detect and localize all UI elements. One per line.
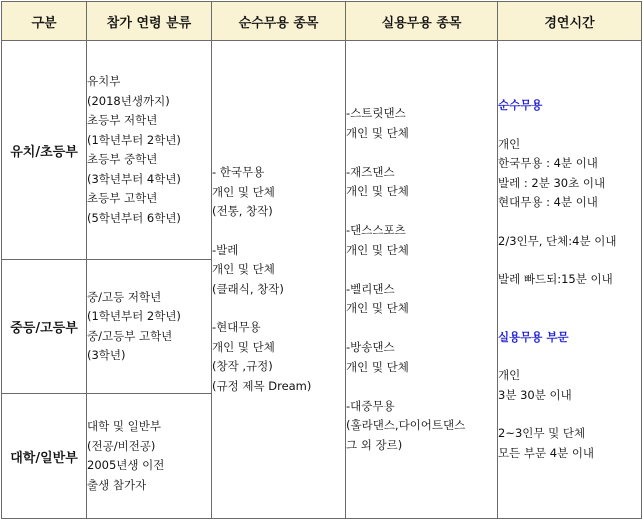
applied-street — [346, 104, 497, 143]
time-line: 모든 부문 4분 이내 — [498, 445, 595, 460]
applied-type: 개인 및 단체 — [346, 242, 409, 257]
pure-korean-title: - 한국무용 — [212, 165, 265, 179]
age-line: 유치부 — [87, 74, 121, 88]
applied-type: 개인 및 단체 — [346, 359, 409, 374]
time-line: 3분 30분 이내 — [498, 387, 572, 402]
applied-type: 개인 및 단체 — [346, 184, 409, 198]
category-elementary: 유치/초등부 — [2, 41, 87, 260]
applied-title: -댄스스포츠 — [346, 223, 406, 237]
age-line: (2018년생까지) — [87, 93, 170, 108]
age-line: (1학년부터 2학년) — [87, 132, 181, 147]
applied-dancesport — [346, 221, 497, 260]
applied-jazz — [346, 163, 497, 202]
time-line: 2~3인무 및 단체 — [498, 426, 586, 440]
header-applied-dance: 실용무용 종목 — [346, 2, 498, 41]
time-line: 현대무용 : 4분 이내 — [498, 195, 598, 209]
applied-title: -방송댄스 — [346, 340, 395, 354]
header-performance-time: 경연시간 — [498, 2, 642, 41]
time-line: 2/3인무, 단체:4분 이내 — [498, 233, 617, 248]
age-line: 대학 및 일반부 — [87, 419, 161, 433]
time-line: 한국무용 : 4분 이내 — [498, 156, 598, 170]
age-group-college-general — [87, 394, 212, 519]
header-age-class: 참가 연령 분류 — [87, 2, 212, 41]
pure-time-title: 순수무용 — [498, 98, 543, 112]
age-line: 중/고등 저학년 — [87, 289, 162, 304]
applied-belly — [346, 280, 497, 319]
pure-ballet-type: 개인 및 단체 — [212, 262, 275, 276]
pure-modern-title: -현대무용 — [212, 320, 261, 334]
header-row — [2, 2, 642, 41]
pure-dance-cell — [212, 41, 346, 519]
applied-type: 그 외 장르) — [346, 437, 403, 452]
pure-modern-type: 개인 및 단체 — [212, 339, 275, 354]
pure-ballet-style: (클래식, 창작) — [212, 281, 284, 296]
age-line: 초등부 중학년 — [87, 152, 158, 166]
age-group-middle-high — [87, 260, 212, 394]
competition-table — [1, 1, 642, 519]
age-line: 초등부 고학년 — [87, 191, 158, 205]
time-line: 개인 — [498, 368, 521, 382]
applied-type: 개인 및 단체 — [346, 125, 409, 140]
age-line: 초등부 저학년 — [87, 113, 158, 127]
age-line: (전공/비전공) — [87, 438, 156, 453]
age-line: (1학년부터 2학년) — [87, 309, 181, 323]
applied-title: -벨리댄스 — [346, 281, 395, 296]
pure-korean-type: 개인 및 단체 — [212, 184, 275, 199]
performance-time-cell — [498, 41, 642, 519]
header-category: 구분 — [2, 2, 87, 41]
table-row — [2, 41, 642, 260]
pure-modern-rule: (규정 제목 Dream) — [212, 378, 312, 393]
age-group-elementary — [87, 41, 212, 260]
age-line: (3학년부터 4학년) — [87, 171, 181, 186]
age-line: 2005년생 이전 — [87, 458, 165, 472]
applied-title: -스트릿댄스 — [346, 106, 406, 120]
applied-time-title: 실용무용 부문 — [498, 329, 569, 344]
applied-type: (훌라댄스,다이어트댄스 — [346, 418, 466, 432]
applied-popular — [346, 397, 497, 456]
time-line: 개인 — [498, 136, 521, 151]
pure-modern-style: (창작 ,규정) — [212, 359, 273, 373]
pure-korean-style: (전통, 창작) — [212, 204, 273, 218]
applied-dance-cell — [346, 41, 498, 519]
time-line: 발레 : 2분 30초 이내 — [498, 175, 606, 190]
applied-broadcast — [346, 338, 497, 377]
category-college-general: 대학/일반부 — [2, 394, 87, 519]
category-middle-high: 중등/고등부 — [2, 260, 87, 394]
age-line: (3학년) — [87, 348, 126, 362]
applied-type: 개인 및 단체 — [346, 301, 409, 315]
pure-ballet-title: -발레 — [212, 242, 239, 257]
applied-title: -대중무용 — [346, 398, 395, 413]
time-line: 발레 빠드되:15분 이내 — [498, 272, 613, 286]
applied-title: -재즈댄스 — [346, 164, 395, 179]
header-pure-dance: 순수무용 종목 — [212, 2, 346, 41]
age-line: (5학년부터 6학년) — [87, 210, 181, 225]
age-line: 출생 참가자 — [87, 477, 147, 492]
age-line: 중/고등부 고학년 — [87, 328, 173, 343]
